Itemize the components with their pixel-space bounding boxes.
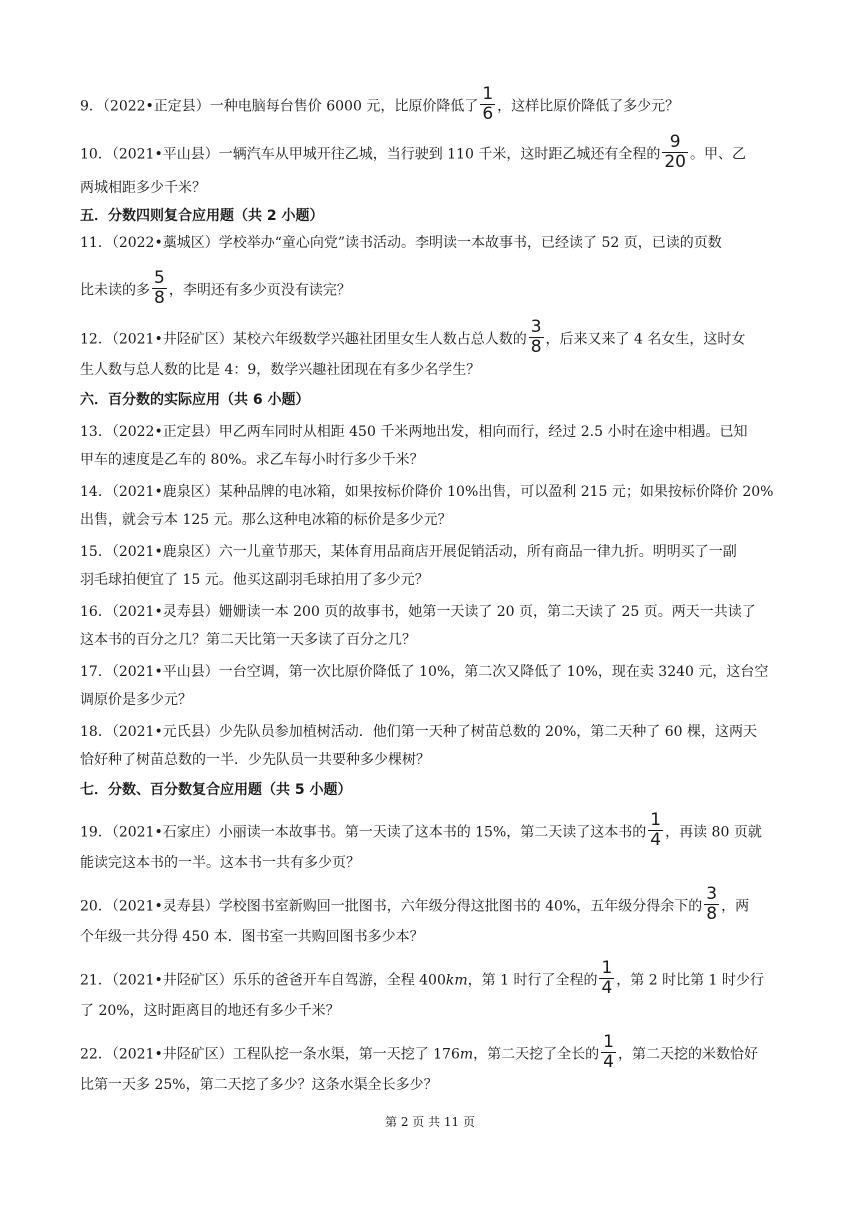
question-12-line-2: 生人数与总人数的比是 4：9，数学兴趣社团现在有多少名学生？ [80,362,481,378]
q11-text-a: 比未读的多 [80,282,150,299]
q22-text-a: 22．（2021•井陉矿区）工程队挖一条水渠，第一天挖了 176 [80,1046,460,1063]
question-12-line-1 [80,317,746,358]
section-7-heading: 七．分数、百分数复合应用题（共 5 小题） [80,782,352,798]
q10-fraction-numerator: 9 [669,132,681,152]
q12-text-a: 12．（2021•井陉矿区）某校六年级数学兴趣社团里女生人数占总人数的 [80,331,527,348]
section-5-heading: 五．分数四则复合应用题（共 2 小题） [80,208,324,224]
q21-fraction [599,960,614,997]
q19-fraction-numerator: 1 [650,810,662,830]
q12-fraction-denominator: 8 [530,337,542,357]
q22-text-c: ，第二天挖的米数恰好 [617,1046,758,1063]
q10-fraction-denominator: 20 [664,152,686,172]
question-21-line-2: 了 20%，这时距离目的地还有多少千米？ [80,1003,340,1019]
q11-fraction [152,270,167,307]
q9-text-b: ，这样比原价降低了多少元？ [497,98,680,115]
q9-fraction-denominator: 6 [482,104,494,124]
q20-text-b: ，两 [721,898,750,915]
question-16-line-2: 这本书的百分之几？第二天比第一天多读了百分之几？ [80,632,416,648]
q20-fraction [704,886,719,923]
q22-unit: m [459,1046,474,1063]
q22-fraction [601,1034,616,1071]
question-18-line-1: 18．（2021•元氏县）少先队员参加植树活动．他们第一天种了树苗总数的 20%，第二天种了 60 棵，这两天 [80,724,757,740]
q10-text-a: 10．（2021•平山县）一辆汽车从甲城开往乙城，当行驶到 110 千米，这时距乙城还有全程的 [80,146,661,163]
q19-fraction [648,812,663,849]
q20-fraction-denominator: 8 [706,904,718,924]
q22-fraction-denominator: 4 [603,1052,614,1072]
q11-text-b: ，李明还有多少页没有读完？ [168,282,351,299]
q21-fraction-numerator: 1 [601,958,613,978]
q9-fraction-numerator: 1 [482,84,494,104]
q20-text-a: 20．（2021•灵寿县）学校图书室新购回一批图书，六年级分得这批图书的 40%，五年级分得余下的 [80,898,703,915]
question-19-line-2: 能读完这本书的一半。这本书一共有多少页？ [80,855,360,871]
q11-fraction-denominator: 8 [154,288,165,308]
question-18-line-2: 恰好种了树苗总数的一半．少先队员一共要种多少棵树？ [80,752,430,768]
question-15-line-2: 羽毛球拍便宜了 15 元。他买这副羽毛球拍用了多少元？ [80,572,429,588]
q21-fraction-denominator: 4 [601,978,613,998]
q12-fraction [529,319,544,356]
q19-fraction-denominator: 4 [650,830,662,850]
q21-text-a: 21．（2021•井陉矿区）乐乐的爸爸开车自驾游，全程 400 [80,972,446,989]
q22-fraction-numerator: 1 [603,1032,614,1052]
question-19-line-1 [80,810,762,851]
question-11-line-1: 11．（2022•藁城区）学校举办“童心向党”读书活动。李明读一本故事书，已经读了 52 页，已读的页数 [80,235,722,251]
question-14-line-1: 14．（2021•鹿泉区）某种品牌的电冰箱，如果按标价降价 10%出售，可以盈利 215 元；如果按标价降价 20% [80,484,774,500]
question-10-line-2: 两城相距多少千米？ [80,180,206,196]
question-17-line-1: 17．（2021•平山县）一台空调，第一次比原价降低了 10%，第二次又降低了 10%，现在卖 3240 元，这台空 [80,664,769,680]
question-22-line-1 [80,1032,758,1073]
question-22-line-2: 比第一天多 25%，第二天挖了多少？这条水渠全长多少？ [80,1077,438,1093]
section-6-heading: 六．百分数的实际应用（共 6 小题） [80,392,310,408]
question-13-line-1: 13．（2022•正定县）甲乙两车同时从相距 450 千米两地出发，相向而行，经过 2.5 小时在途中相遇。已知 [80,424,748,440]
q21-text-c: ，第 2 时比第 1 时少行 [616,972,764,989]
question-10-line-1 [80,132,746,173]
question-11-line-2 [80,268,351,309]
question-9-line-1 [80,84,680,125]
q12-fraction-numerator: 3 [530,317,542,337]
q22-text-b: ，第二天挖了全长的 [473,1046,600,1063]
q9-text-a: 9．（2022•正定县）一种电脑每台售价 6000 元，比原价降低了 [80,98,479,115]
q21-unit: km [445,972,468,989]
question-15-line-1: 15．（2021•鹿泉区）六一儿童节那天，某体育用品商店开展促销活动，所有商品一律九折。明明买了一副 [80,544,737,560]
question-21-line-1 [80,958,764,999]
q19-text-a: 19．（2021•石家庄）小丽读一本故事书。第一天读了这本书的 15%，第二天读了这本书的 [80,824,647,841]
question-14-line-2: 出售，就会亏本 125 元。那么这种电冰箱的标价是多少元？ [80,512,452,528]
question-13-line-2: 甲车的速度是乙车的 80%。求乙车每小时行多少千米？ [80,452,424,468]
page-footer: 第 2 页 共 11 页 [385,1115,475,1129]
q10-text-b: 。甲、乙 [689,146,746,163]
question-16-line-1: 16．（2021•灵寿县）姗姗读一本 200 页的故事书，她第一天读了 20 页，第二天读了 25 页。两天一共读了 [80,604,756,620]
q11-fraction-numerator: 5 [154,268,165,288]
q21-text-b: ，第 1 时行了全程的 [467,972,598,989]
q12-text-b: ，后来又来了 4 名女生，这时女 [545,331,746,348]
question-20-line-1 [80,884,750,925]
q9-fraction [480,86,495,123]
q20-fraction-numerator: 3 [706,884,718,904]
question-20-line-2: 个年级一共分得 450 本．图书室一共购回图书多少本？ [80,929,424,945]
q19-text-b: ，再读 80 页就 [665,824,762,841]
question-17-line-2: 调原价是多少元？ [80,692,192,708]
q10-fraction [662,134,688,171]
